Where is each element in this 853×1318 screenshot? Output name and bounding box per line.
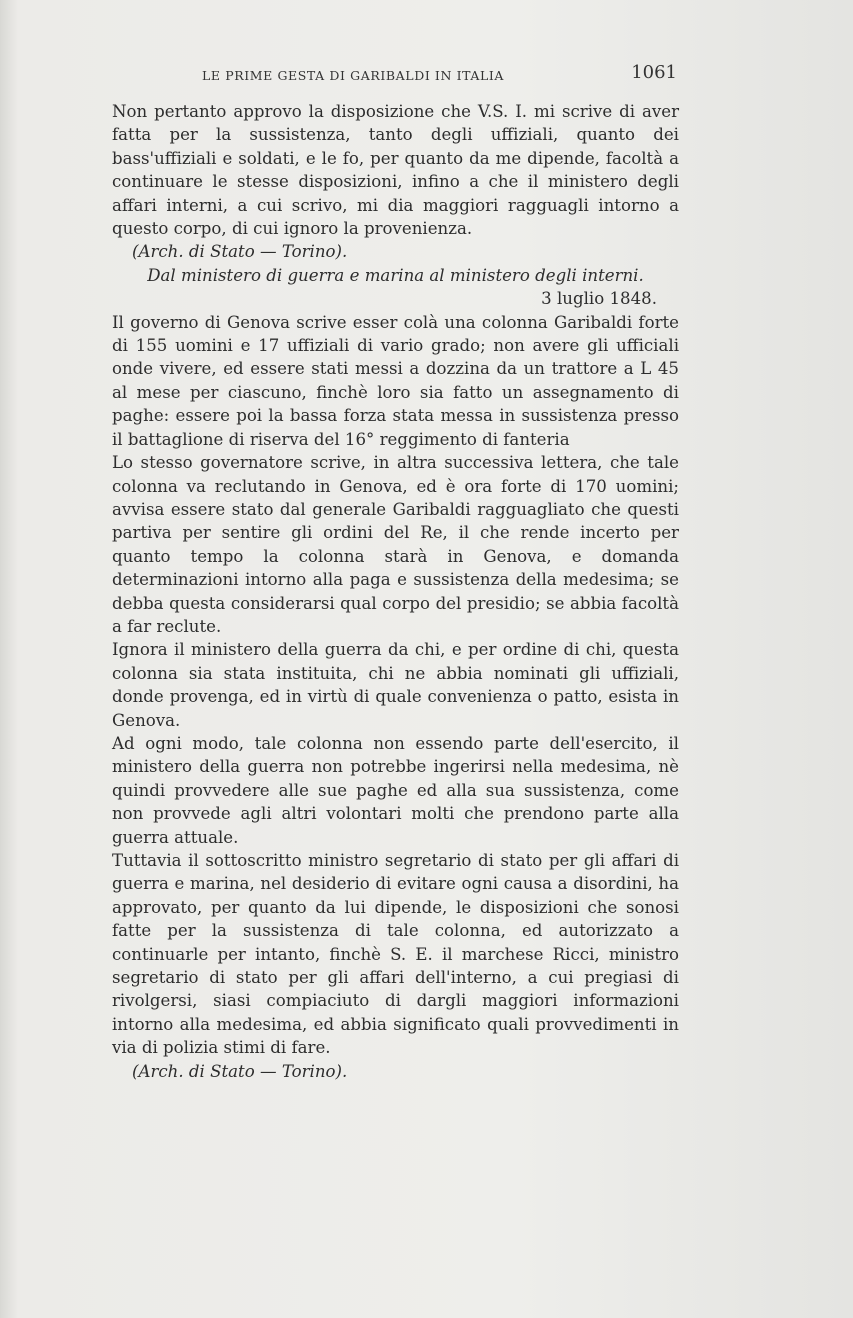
running-head: LE PRIME GESTA DI GARIBALDI IN ITALIA — [202, 68, 505, 83]
page-header — [112, 62, 677, 86]
paragraph-5: Ad ogni modo, tale colonna non essendo parte dell'esercito, il ministero della guerra non potrebbe ingerirsi nella medesima, nè quindi provvedere alle sue paghe ed alla sua sussistenza, come non provvede agli altri volontari molti che prendono parte alla guerra attuale. — [112, 733, 679, 847]
document-body — [112, 100, 679, 1083]
letter-heading: Dal ministero di guerra e marina al ministero degli interni. — [147, 265, 644, 285]
paragraph-1: Non pertanto approvo la disposizione che V.S. I. mi scrive di aver fatta per la sussistenza, tanto degli uffiziali, quanto dei bass'uffiziali e soldati, e le fo, per quanto da me dipende, facoltà a continuare le stesse disposizioni, infino a che il ministero degli affari interni, a cui scrivo, mi dia maggiori ragguagli intorno a questo corpo, di cui ignoro la provenienza. — [112, 102, 679, 239]
letter-date: 3 luglio 1848. — [541, 289, 657, 309]
paragraph-6: Tuttavia il sottoscritto ministro segretario di stato per gli affari di guerra e marina, nel desiderio di evitare ogni causa a disordini, ha approvato, per quanto da lui dipende, le disposizioni che sonosi fatte per la sussistenza di tale colonna, ed autorizzato a continuarle per intanto, finchè S. E. il marchese Ricci, ministro segretario di stato per gli affari dell'interno, a cui pregiasi di rivolgersi, siasi compiaciuto di dargli maggiori informazioni intorno alla medesima, ed abbia significato quali provvedimenti in via di polizia stimi di fare. — [112, 851, 679, 1058]
page-number: 1061 — [631, 62, 677, 83]
archive-source-1: (Arch. di Stato — Torino). — [132, 242, 348, 262]
paragraph-3: Lo stesso governatore scrive, in altra successiva lettera, che tale colonna va reclutando in Genova, ed è ora forte di 170 uomini; avvisa essere stato dal generale Garibaldi ragguagliato che questi partiva per sentire gli ordini del Re, il che rende incerto per quanto tempo la colonna starà in Genova, e domanda determinazioni intorno alla paga e sussistenza della medesima; se debba questa considerarsi qual corpo del presidio; se abbia facoltà a far reclute. — [112, 453, 679, 636]
paragraph-4: Ignora il ministero della guerra da chi, e per ordine di chi, questa colonna sia stata instituita, chi ne abbia nominati gli uffiziali, donde provenga, ed in virtù di quale convenienza o patto, esista in Genova. — [112, 640, 679, 730]
archive-source-2: (Arch. di Stato — Torino). — [132, 1061, 348, 1081]
paragraph-2: Il governo di Genova scrive esser colà una colonna Garibaldi forte di 155 uomini e 17 uffiziali di vario grado; non avere gli ufficiali onde vivere, ed essere stati messi a dozzina da un trattore a L 45 al mese per ciascuno, finchè loro sia fatto un assegnamento di paghe: essere poi la bassa forza stata messa in sussistenza presso il battaglione di riserva del 16° reggimento di fanteria — [112, 312, 679, 449]
